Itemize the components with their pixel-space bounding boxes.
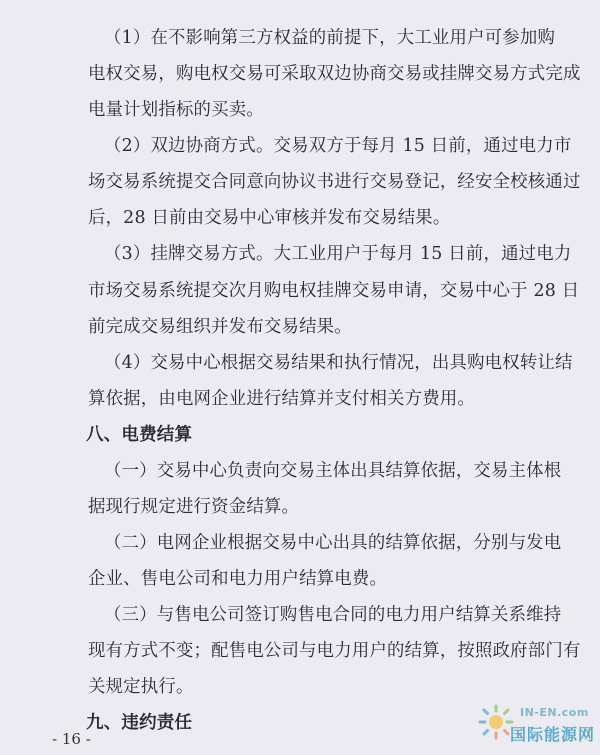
text-line: 电量计划指标的买卖。 bbox=[88, 100, 264, 120]
text-line: 电权交易，购电权交易可采取双边协商交易或挂牌交易方式完成 bbox=[88, 64, 581, 84]
text-line: （三）与售电公司签订购售电合同的电力用户结算关系维持 bbox=[104, 605, 562, 625]
site-watermark bbox=[470, 700, 595, 752]
section-heading-9: 九、违约责任 bbox=[86, 713, 193, 733]
text-line: （1）在不影响第三方权益的前提下，大工业用户可参加购 bbox=[104, 28, 556, 48]
page-number: - 16 - bbox=[52, 730, 91, 748]
text-line: 算依据，由电网企业进行结算并支付相关方费用。 bbox=[88, 389, 475, 409]
text-line: 现有方式不变；配售电公司与电力用户的结算，按照政府部门有 bbox=[88, 641, 581, 661]
text-line: 后，28 日前由交易中心审核并发布交易结果。 bbox=[88, 208, 451, 228]
text-line: （二）电网企业根据交易中心出具的结算依据，分别与发电 bbox=[104, 533, 562, 553]
text-line: （一）交易中心负责向交易主体出具结算依据，交易主体根 bbox=[104, 461, 562, 481]
text-line: 市场交易系统提交次月购电权挂牌交易申请，交易中心于 28 日 bbox=[88, 281, 580, 301]
watermark-site-name: 国际能源网 bbox=[510, 725, 596, 744]
text-line: （3）挂牌交易方式。大工业用户于每月 15 日前，通过电力 bbox=[104, 244, 572, 264]
text-line: 据现行规定进行资金结算。 bbox=[88, 497, 300, 517]
text-line: （2）双边协商方式。交易双方于每月 15 日前，通过电力市 bbox=[104, 136, 572, 156]
text-line: 关规定执行。 bbox=[88, 677, 194, 697]
watermark-site-code: IN-EN.com bbox=[520, 706, 589, 719]
sun-logo-icon bbox=[478, 704, 514, 740]
text-line: （4）交易中心根据交易结果和执行情况，出具购电权转让结 bbox=[104, 353, 573, 373]
section-heading-8: 八、电费结算 bbox=[86, 425, 193, 445]
text-line: 前完成交易组织并发布交易结果。 bbox=[88, 317, 352, 337]
text-line: 场交易系统提交合同意向协议书进行交易登记，经安全校核通过 bbox=[88, 172, 581, 192]
text-line: 企业、售电公司和电力用户结算电费。 bbox=[88, 569, 388, 589]
